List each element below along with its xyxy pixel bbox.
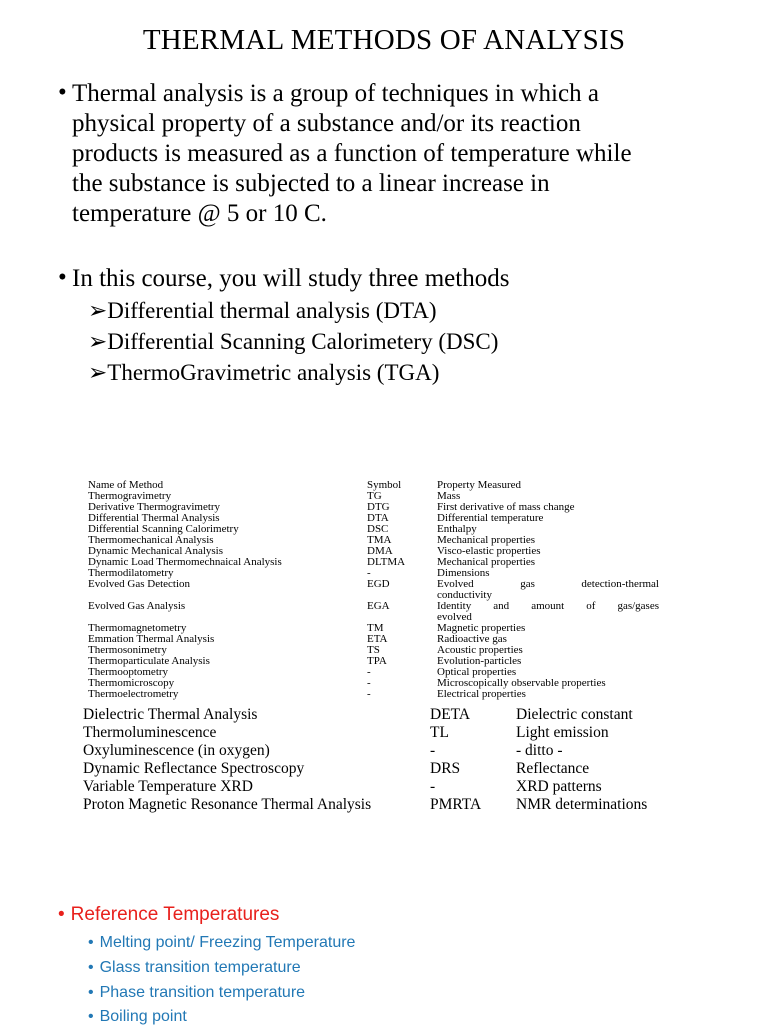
- reference-item-label: Boiling point: [99, 1008, 187, 1025]
- table-row: [83, 778, 723, 796]
- method-property: Optical properties: [437, 666, 517, 678]
- table-row: [83, 796, 723, 814]
- method-name: Differential Scanning Calorimetry: [88, 523, 239, 535]
- method-symbol: TG: [367, 490, 382, 502]
- page-title: THERMAL METHODS OF ANALYSIS: [142, 24, 626, 56]
- method-symbol: DMA: [367, 545, 393, 557]
- method-property: XRD patterns: [516, 778, 602, 795]
- table-row: [88, 689, 688, 700]
- method-symbol: -: [367, 677, 371, 689]
- method-property: Evolution-particles: [437, 655, 522, 667]
- methods-table-continued: [83, 706, 723, 814]
- method-name: Emmation Thermal Analysis: [88, 633, 215, 645]
- method-symbol: ETA: [367, 633, 388, 645]
- reference-heading: [58, 904, 279, 926]
- method-name: Thermooptometry: [88, 666, 169, 678]
- method-symbol: DETA: [430, 706, 471, 723]
- method-property: Mechanical properties: [437, 534, 536, 546]
- method-label: Differential Scanning Calorimetery (DSC): [107, 329, 499, 354]
- table-row: [88, 678, 688, 689]
- methods-table: [88, 480, 688, 700]
- method-label: ThermoGravimetric analysis (TGA): [107, 360, 440, 385]
- table-row: [88, 557, 688, 568]
- intro-line: Thermal analysis is a group of techniques in which a: [72, 80, 599, 107]
- method-property-line: evolved: [437, 611, 472, 623]
- method-name: Thermomagnetometry: [88, 622, 187, 634]
- method-property: Mass: [437, 490, 461, 502]
- header-name: Name of Method: [88, 479, 164, 491]
- method-property-line: conductivity: [437, 589, 492, 601]
- method-name: Thermoparticulate Analysis: [88, 655, 210, 667]
- method-name: Evolved Gas Detection: [88, 578, 191, 590]
- table-row: [88, 656, 688, 667]
- table-header: [88, 480, 688, 491]
- method-name: Dynamic Load Thermomechnaical Analysis: [88, 556, 282, 568]
- method-symbol: DSC: [367, 523, 389, 535]
- method-symbol: DRS: [430, 760, 461, 777]
- reference-item-label: Phase transition temperature: [99, 984, 306, 1001]
- arrow-bullet-icon: ➢: [88, 298, 108, 323]
- method-property: Mechanical properties: [437, 556, 536, 568]
- method-symbol: -: [367, 688, 371, 700]
- method-name: Thermodilatometry: [88, 567, 174, 579]
- intro-line: physical property of a substance and/or its reaction: [72, 110, 581, 137]
- table-row: [88, 601, 688, 623]
- table-row: [83, 706, 723, 724]
- method-property: Electrical properties: [437, 688, 526, 700]
- bullet-marker: •: [88, 959, 94, 976]
- method-property: First derivative of mass change: [437, 501, 575, 513]
- method-property: - ditto -: [516, 742, 563, 759]
- method-property: Differential temperature: [437, 512, 544, 524]
- method-name: Derivative Thermogravimetry: [88, 501, 221, 513]
- method-name: Oxyluminescence (in oxygen): [83, 742, 270, 759]
- method-name: Dynamic Mechanical Analysis: [88, 545, 224, 557]
- method-symbol: TL: [430, 724, 449, 741]
- reference-item-label: Melting point/ Freezing Temperature: [99, 934, 356, 951]
- method-symbol: EGA: [367, 600, 390, 612]
- header-property: Property Measured: [437, 479, 522, 491]
- bullet-marker: •: [58, 904, 65, 925]
- method-name: Dielectric Thermal Analysis: [83, 706, 258, 723]
- intro-paragraph: [72, 79, 752, 229]
- course-intro: In this course, you will study three methods: [72, 265, 510, 292]
- method-name: Thermoluminescence: [83, 724, 217, 741]
- method-symbol: -: [367, 567, 371, 579]
- method-name: Thermomechanical Analysis: [88, 534, 214, 546]
- table-row: [83, 742, 723, 760]
- method-property: Dielectric constant: [516, 706, 633, 723]
- table-row: [88, 579, 688, 601]
- intro-line: products is measured as a function of temperature while: [72, 140, 632, 167]
- method-property-line: Evolved gas detection-thermal: [437, 578, 659, 590]
- method-symbol: DTA: [367, 512, 389, 524]
- method-symbol: -: [430, 778, 436, 795]
- intro-line: temperature @ 5 or 10 C.: [72, 200, 327, 227]
- bullet-marker: •: [88, 984, 94, 1001]
- method-symbol: DTG: [367, 501, 390, 513]
- method-symbol: EGD: [367, 578, 390, 590]
- reference-item: [88, 984, 305, 1002]
- method-property: Acoustic properties: [437, 644, 523, 656]
- table-row: [83, 760, 723, 778]
- table-row: [88, 634, 688, 645]
- method-name: Dynamic Reflectance Spectroscopy: [83, 760, 305, 777]
- method-name: Proton Magnetic Resonance Thermal Analysis: [83, 796, 372, 813]
- reference-item: [88, 1008, 187, 1026]
- method-item: [88, 298, 436, 324]
- method-symbol: -: [367, 666, 371, 678]
- method-property: Microscopically observable properties: [437, 677, 606, 689]
- reference-item-label: Glass transition temperature: [99, 959, 301, 976]
- method-property: Dimensions: [437, 567, 490, 579]
- method-property: [437, 579, 659, 601]
- method-name: Differential Thermal Analysis: [88, 512, 220, 524]
- method-item: [88, 329, 498, 355]
- method-item: [88, 360, 439, 386]
- reference-item: [88, 934, 355, 952]
- bullet-marker: •: [88, 934, 94, 951]
- header-symbol: Symbol: [367, 479, 402, 491]
- method-symbol: PMRTA: [430, 796, 482, 813]
- method-symbol: -: [430, 742, 436, 759]
- reference-item: [88, 959, 301, 977]
- method-name: Variable Temperature XRD: [83, 778, 253, 795]
- bullet-marker: •: [58, 79, 67, 106]
- method-name: Thermogravimetry: [88, 490, 172, 502]
- method-property: Visco-elastic properties: [437, 545, 541, 557]
- method-property: Radioactive gas: [437, 633, 507, 645]
- method-property: [437, 601, 659, 623]
- method-property: Reflectance: [516, 760, 590, 777]
- reference-heading-label: Reference Temperatures: [70, 904, 280, 925]
- method-symbol: TS: [367, 644, 380, 656]
- method-symbol: TMA: [367, 534, 392, 546]
- bullet-marker: •: [88, 1008, 94, 1025]
- table-row: [83, 724, 723, 742]
- method-symbol: TM: [367, 622, 384, 634]
- method-property: Enthalpy: [437, 523, 477, 535]
- intro-line: the substance is subjected to a linear increase in: [72, 170, 550, 197]
- method-name: Thermomicroscopy: [88, 677, 175, 689]
- arrow-bullet-icon: ➢: [88, 360, 108, 385]
- method-label: Differential thermal analysis (DTA): [107, 298, 437, 323]
- method-name: Evolved Gas Analysis: [88, 600, 186, 612]
- arrow-bullet-icon: ➢: [88, 329, 108, 354]
- bullet-marker: •: [58, 264, 67, 291]
- method-property: Light emission: [516, 724, 609, 741]
- method-symbol: DLTMA: [367, 556, 406, 568]
- method-name: Thermosonimetry: [88, 644, 167, 656]
- method-name: Thermoelectrometry: [88, 688, 179, 700]
- method-property: NMR determinations: [516, 796, 648, 813]
- method-symbol: TPA: [367, 655, 387, 667]
- method-property-line: Identity and amount of gas/gases: [437, 600, 659, 612]
- method-property: Magnetic properties: [437, 622, 526, 634]
